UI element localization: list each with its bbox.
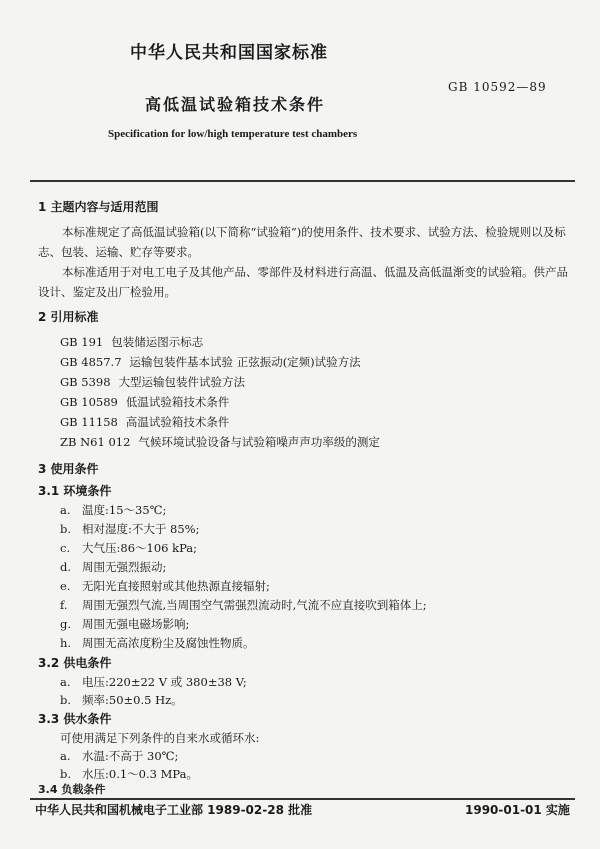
approval-note: 中华人民共和国机械电子工业部 1989-02-28 批准 [35, 803, 313, 817]
subsection-3-4-heading: 3.4 负载条件 [38, 783, 106, 796]
standard-code: GB 10592—89 [448, 80, 547, 94]
reference-title: 大型运输包装件试验方法 [118, 375, 246, 389]
reference-title: 包装储运图示标志 [111, 335, 204, 349]
list-item [60, 672, 247, 692]
list-item-text: 温度:15～35℃; [82, 503, 167, 517]
list-item [60, 595, 427, 615]
section-1-heading: 1 主题内容与适用范围 [38, 200, 159, 214]
list-item [60, 746, 178, 766]
reference-item [60, 332, 203, 352]
list-item-letter: a. [60, 503, 71, 517]
list-item-letter: d. [60, 560, 72, 574]
list-item-letter: c. [60, 541, 71, 555]
reference-code: GB 4857.7 [60, 355, 122, 369]
section-3-heading: 3 使用条件 [38, 462, 99, 476]
list-item [60, 576, 270, 596]
reference-title: 气候环境试验设备与试验箱噪声声功率级的测定 [138, 435, 380, 449]
document-title: 高低温试验箱技术条件 [145, 95, 326, 114]
reference-title: 运输包装件基本试验 正弦振动(定频)试验方法 [129, 355, 361, 369]
list-item-letter: b. [60, 693, 72, 707]
reference-title: 高温试验箱技术条件 [125, 415, 230, 429]
list-item-text: 大气压:86～106 kPa; [82, 541, 198, 555]
list-item [60, 500, 166, 520]
reference-code: GB 5398 [60, 375, 111, 389]
list-item-text: 频率:50±0.5 Hz。 [82, 693, 183, 707]
reference-item [60, 392, 229, 412]
list-item [60, 538, 197, 558]
reference-item [60, 352, 361, 372]
list-item-letter: b. [60, 522, 72, 536]
subsection-3-3-intro: 可使用满足下列条件的自来水或循环水: [60, 731, 260, 745]
list-item-letter: e. [60, 579, 71, 593]
list-item-text: 无阳光直接照射或其他热源直接辐射; [82, 579, 270, 593]
section-1-para-1: 本标准规定了高低温试验箱(以下简称“试验箱”)的使用条件、技术要求、试验方法、检验规则以及标志、包装、运输、贮存等要求。 [38, 225, 566, 259]
list-item-letter: g. [60, 617, 72, 631]
subsection-3-2-heading: 3.2 供电条件 [38, 656, 112, 670]
reference-title: 低温试验箱技术条件 [125, 395, 230, 409]
reference-item [60, 372, 245, 392]
header-divider [30, 180, 575, 182]
list-item-letter: b. [60, 767, 72, 781]
list-item-letter: h. [60, 636, 72, 650]
subsection-3-3-heading: 3.3 供水条件 [38, 712, 112, 726]
section-2-heading: 2 引用标准 [38, 310, 99, 324]
list-item [60, 614, 189, 634]
list-item [60, 633, 255, 653]
list-item-text: 电压:220±22 V 或 380±38 V; [82, 675, 247, 689]
reference-code: ZB N61 012 [60, 435, 131, 449]
list-item-letter: a. [60, 749, 71, 763]
reference-code: GB 11158 [60, 415, 118, 429]
national-standard-heading: 中华人民共和国国家标准 [130, 43, 328, 63]
list-item [60, 557, 166, 577]
document-subtitle: Specification for low/high temperature test chambers [108, 128, 358, 140]
list-item [60, 519, 199, 539]
section-1-para-2: 本标准适用于对电工电子及其他产品、零部件及材料进行高温、低温及高低温渐变的试验箱。供产品设计、鉴定及出厂检验用。 [38, 265, 568, 299]
list-item-text: 水温:不高于 30℃; [82, 749, 179, 763]
list-item-text: 周围无强电磁场影响; [82, 617, 190, 631]
list-item [60, 764, 198, 784]
list-item-text: 相对湿度:不大于 85%; [82, 522, 200, 536]
list-item-text: 周围无强烈振动; [82, 560, 167, 574]
subsection-3-1-heading: 3.1 环境条件 [38, 484, 112, 498]
list-item [60, 690, 183, 710]
reference-code: GB 10589 [60, 395, 118, 409]
reference-item [60, 412, 229, 432]
reference-item [60, 432, 380, 452]
list-item-text: 周围无强烈气流,当周围空气需强烈流动时,气流不应直接吹到箱体上; [82, 598, 427, 612]
list-item-letter: f. [60, 598, 68, 612]
footer-divider [30, 798, 575, 800]
list-item-letter: a. [60, 675, 71, 689]
list-item-text: 周围无高浓度粉尘及腐蚀性物质。 [82, 636, 255, 650]
reference-code: GB 191 [60, 335, 104, 349]
list-item-text: 水压:0.1～0.3 MPa。 [82, 767, 198, 781]
implementation-date: 1990-01-01 实施 [465, 803, 570, 817]
